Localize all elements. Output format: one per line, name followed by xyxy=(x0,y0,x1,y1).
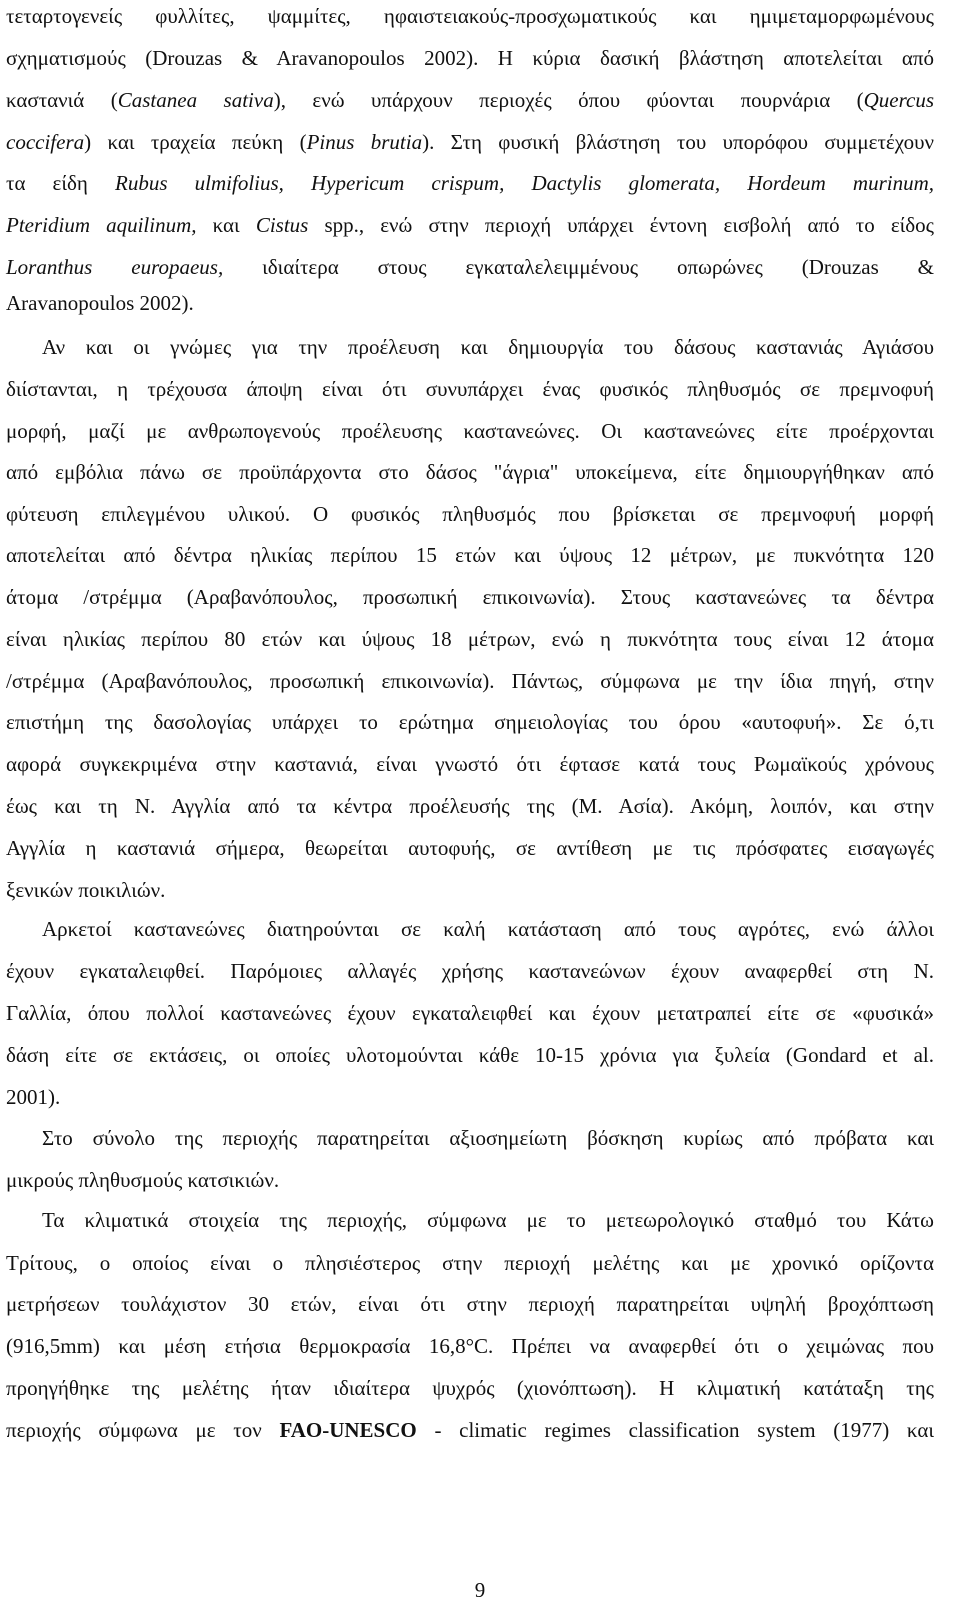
text-run: spp., ενώ στην περιοχή υπάρχει έντονη εισβολή από το είδος xyxy=(308,213,934,237)
text-run: ), ενώ υπάρχουν περιοχές όπου φύονται πουρνάρια ( xyxy=(273,88,864,112)
text-run: /στρέμμα (Αραβανόπουλος, προσωπική επικοινωνία). Πάντως, σύμφωνα με την ίδια πηγή, στην xyxy=(6,669,934,693)
text-run: Αν και οι γνώμες για την προέλευση και δημιουργία του δάσους καστανιάς Αγιάσου xyxy=(42,335,934,359)
text-run: και xyxy=(196,213,256,237)
text-run: άτομα /στρέμμα (Αραβανόπουλος, προσωπική επικοινωνία). Στους καστανεώνες τα δέντρα xyxy=(6,585,934,609)
text-line xyxy=(6,836,934,860)
text-line xyxy=(6,1251,934,1275)
text-run: ). Στη φυσική βλάστηση του υπορόφου συμμετέχουν xyxy=(422,130,934,154)
text-line xyxy=(6,4,934,28)
text-run: μορφή, μαζί με ανθρωπογενούς προέλευσης καστανεώνες. Οι καστανεώνες είτε προέρχονται xyxy=(6,419,934,443)
text-line xyxy=(6,130,934,154)
text-run: τεταρτογενείς φυλλίτες, ψαμμίτες, ηφαιστειακούς-προσχωματικούς και ημιμεταμορφωμένους xyxy=(6,4,934,28)
text-line xyxy=(6,255,934,279)
text-run: έως και τη Ν. Αγγλία από τα κέντρα προέλευσής της (Μ. Ασία). Ακόμη, λοιπόν, και στην xyxy=(6,794,934,818)
text-run: (916,5mm) και μέση ετήσια θερμοκρασία 16,8°C. Πρέπει να αναφερθεί ότι ο χειμώνας που xyxy=(6,1334,934,1358)
text-run: τα είδη xyxy=(6,171,116,195)
text-run: Τα κλιματικά στοιχεία της περιοχής, σύμφωνα με το μετεωρολογικό σταθμό του Κάτω xyxy=(42,1208,934,1232)
text-run: αφορά συγκεκριμένα στην καστανιά, είναι γνωστό ότι έφτασε κατά τους Ρωμαϊκούς χρόνους xyxy=(6,752,934,776)
italic-text: Castanea sativa xyxy=(117,88,274,112)
italic-text: Rubus ulmifolius, Hypericum crispum, Dactylis glomerata, Hordeum murinum, xyxy=(115,171,935,195)
text-run: έχουν εγκαταλειφθεί. Παρόμοιες αλλαγές χρήσης καστανεώνων έχουν αναφερθεί στη Ν. xyxy=(6,959,934,983)
text-run: από εμβόλια πάνω σε προϋπάρχοντα στο δάσος "άγρια" υποκείμενα, είτε δημιουργήθηκαν από xyxy=(6,460,934,484)
text-run: είναι ηλικίας περίπου 80 ετών και ύψους 18 μέτρων, ενώ η πυκνότητα τους είναι 12 άτομα xyxy=(6,627,934,651)
text-run: ξενικών ποικιλιών. xyxy=(6,878,166,902)
text-line xyxy=(6,46,934,70)
text-run: μετρήσεων τουλάχιστον 30 ετών, είναι ότι στην περιοχή παρατηρείται υψηλή βροχόπτωση xyxy=(6,1292,934,1316)
text-run: μικρούς πληθυσμούς κατσικιών. xyxy=(6,1168,280,1192)
text-line xyxy=(6,1376,934,1400)
italic-text: Pteridium aquilinum, xyxy=(6,213,197,237)
text-line xyxy=(6,543,934,567)
text-line xyxy=(42,917,934,941)
text-line xyxy=(6,377,934,401)
text-line xyxy=(6,1168,934,1192)
text-line xyxy=(42,1208,934,1232)
text-run: καστανιά ( xyxy=(6,88,118,112)
text-run: Αρκετοί καστανεώνες διατηρούνται σε καλή κατάσταση από τους αγρότες, ενώ άλλοι xyxy=(42,917,934,941)
text-run: Αγγλία η καστανιά σήμερα, θεωρείται αυτοφυής, σε αντίθεση με τις πρόσφατες εισαγωγές xyxy=(6,836,934,860)
text-line xyxy=(6,627,934,651)
text-run: προηγήθηκε της μελέτης ήταν ιδιαίτερα ψυχρός (χιονόπτωση). Η κλιματική κατάταξη της xyxy=(6,1376,934,1400)
text-run: 2001). xyxy=(6,1085,61,1109)
italic-text: Quercus xyxy=(863,88,935,112)
text-line xyxy=(6,1334,934,1358)
text-run: ) και τραχεία πεύκη ( xyxy=(84,130,307,154)
bold-text: FAO-UNESCO xyxy=(279,1418,417,1442)
text-line xyxy=(6,1418,934,1442)
text-line xyxy=(6,213,934,237)
italic-text: Loranthus europaeus, xyxy=(6,255,224,279)
text-run: φύτευση επιλεγμένου υλικού. Ο φυσικός πληθυσμός που βρίσκεται σε πρεμνοφυή μορφή xyxy=(6,502,934,526)
page-number: 9 xyxy=(474,1578,486,1602)
text-line xyxy=(6,959,934,983)
italic-text: Pinus brutia xyxy=(306,130,423,154)
text-run: Aravanopoulos 2002). xyxy=(6,291,194,315)
text-run: αποτελείται από δέντρα ηλικίας περίπου 15 ετών και ύψους 12 μέτρων, με πυκνότητα 120 xyxy=(6,543,934,567)
text-line xyxy=(42,335,934,359)
text-line xyxy=(6,710,934,734)
text-line xyxy=(6,1001,934,1025)
text-line xyxy=(6,585,934,609)
text-line xyxy=(6,794,934,818)
italic-text: Cistus xyxy=(255,213,309,237)
text-run: περιοχής σύμφωνα με τον xyxy=(6,1418,280,1442)
text-line xyxy=(6,1085,934,1109)
italic-text: coccifera xyxy=(6,130,85,154)
text-line xyxy=(6,752,934,776)
text-run: διίστανται, η τρέχουσα άποψη είναι ότι συνυπάρχει ένας φυσικός πληθυσμός σε πρεμνοφυή xyxy=(6,377,934,401)
text-line xyxy=(6,291,934,315)
text-run: Γαλλία, όπου πολλοί καστανεώνες έχουν εγκαταλειφθεί και έχουν μετατραπεί είτε σε «φυσικά» xyxy=(6,1001,934,1025)
text-line xyxy=(6,1292,934,1316)
text-line xyxy=(6,878,934,902)
text-line xyxy=(6,502,934,526)
text-line xyxy=(6,669,934,693)
text-line xyxy=(6,171,934,195)
text-run: επιστήμη της δασολογίας υπάρχει το ερώτημα σημειολογίας του όρου «αυτοφυή». Σε ό,τι xyxy=(6,710,934,734)
text-line xyxy=(6,88,934,112)
text-run: Στο σύνολο της περιοχής παρατηρείται αξιοσημείωτη βόσκηση κυρίως από πρόβατα και xyxy=(42,1126,934,1150)
text-line xyxy=(6,419,934,443)
text-run: δάση είτε σε εκτάσεις, οι οποίες υλοτομούνται κάθε 10-15 χρόνια για ξυλεία (Gondard et al. xyxy=(6,1043,934,1067)
text-run: ιδιαίτερα στους εγκαταλελειμμένους οπωρώνες (Drouzas & xyxy=(223,255,934,279)
text-run: σχηματισμούς (Drouzas & Aravanopoulos 2002). Η κύρια δασική βλάστηση αποτελείται από xyxy=(6,46,934,70)
text-run: Τρίτους, ο οποίος είναι ο πλησιέστερος στην περιοχή μελέτης και με χρονικό ορίζοντα xyxy=(6,1251,934,1275)
text-run: - climatic regimes classification system (1977) και xyxy=(416,1418,934,1442)
text-line xyxy=(42,1126,934,1150)
text-line xyxy=(6,1043,934,1067)
text-line xyxy=(6,460,934,484)
